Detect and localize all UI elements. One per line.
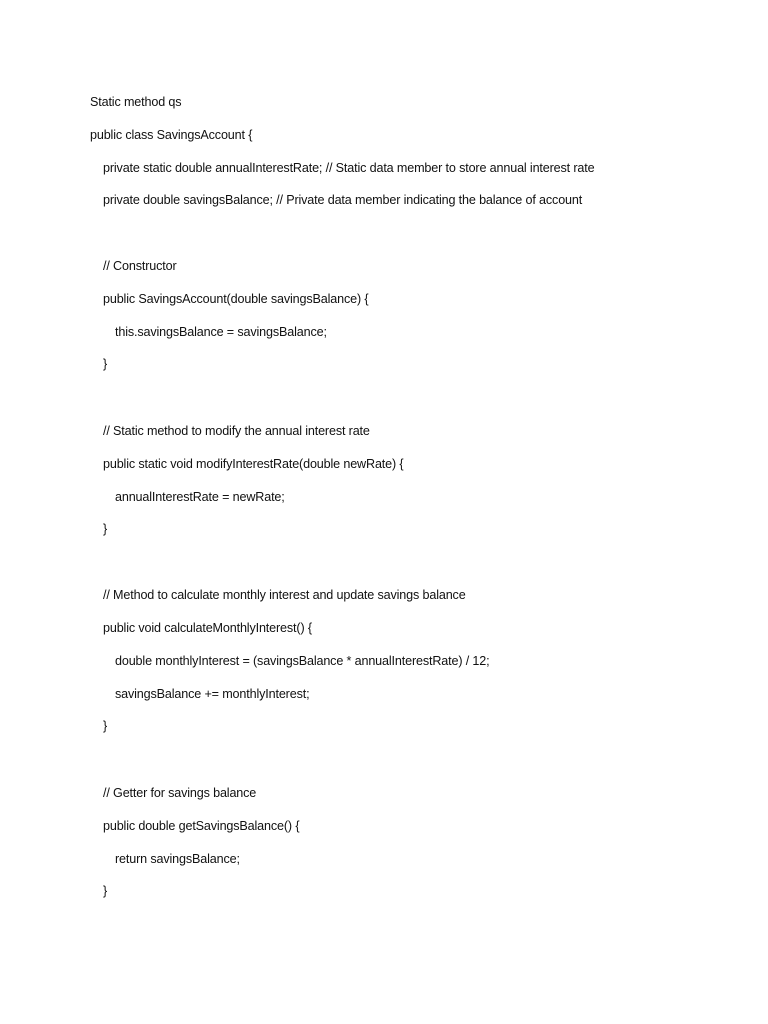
- code-line-modify-rate-close: }: [103, 522, 108, 536]
- code-comment-getter: // Getter for savings balance: [103, 786, 257, 800]
- code-line-monthly-interest-calc: double monthlyInterest = (savingsBalance * annualInterestRate) / 12;: [115, 654, 490, 668]
- code-line-balance-field: private double savingsBalance; // Private data member indicating the balance of account: [103, 193, 583, 207]
- code-line-constructor-signature: public SavingsAccount(double savingsBalance) {: [103, 292, 369, 306]
- code-line-constructor-close: }: [103, 357, 108, 371]
- code-line-modify-rate-body: annualInterestRate = newRate;: [115, 490, 285, 504]
- code-line-constructor-body: this.savingsBalance = savingsBalance;: [115, 325, 327, 339]
- code-line-balance-update: savingsBalance += monthlyInterest;: [115, 687, 310, 701]
- code-line-monthly-interest-close: }: [103, 719, 108, 733]
- code-comment-monthly-interest: // Method to calculate monthly interest and update savings balance: [103, 588, 466, 602]
- code-line-getter-signature: public double getSavingsBalance() {: [103, 819, 300, 833]
- code-comment-constructor: // Constructor: [103, 259, 177, 273]
- code-line-modify-rate-signature: public static void modifyInterestRate(double newRate) {: [103, 457, 404, 471]
- code-line-getter-close: }: [103, 884, 108, 898]
- code-line-getter-body: return savingsBalance;: [115, 852, 240, 866]
- code-line-interest-rate-field: private static double annualInterestRate; // Static data member to store annual interest rate: [103, 161, 595, 175]
- code-comment-modify-rate: // Static method to modify the annual interest rate: [103, 424, 370, 438]
- code-line-monthly-interest-signature: public void calculateMonthlyInterest() {: [103, 621, 312, 635]
- document-heading: Static method qs: [90, 95, 182, 109]
- code-line-class-declaration: public class SavingsAccount {: [90, 128, 253, 142]
